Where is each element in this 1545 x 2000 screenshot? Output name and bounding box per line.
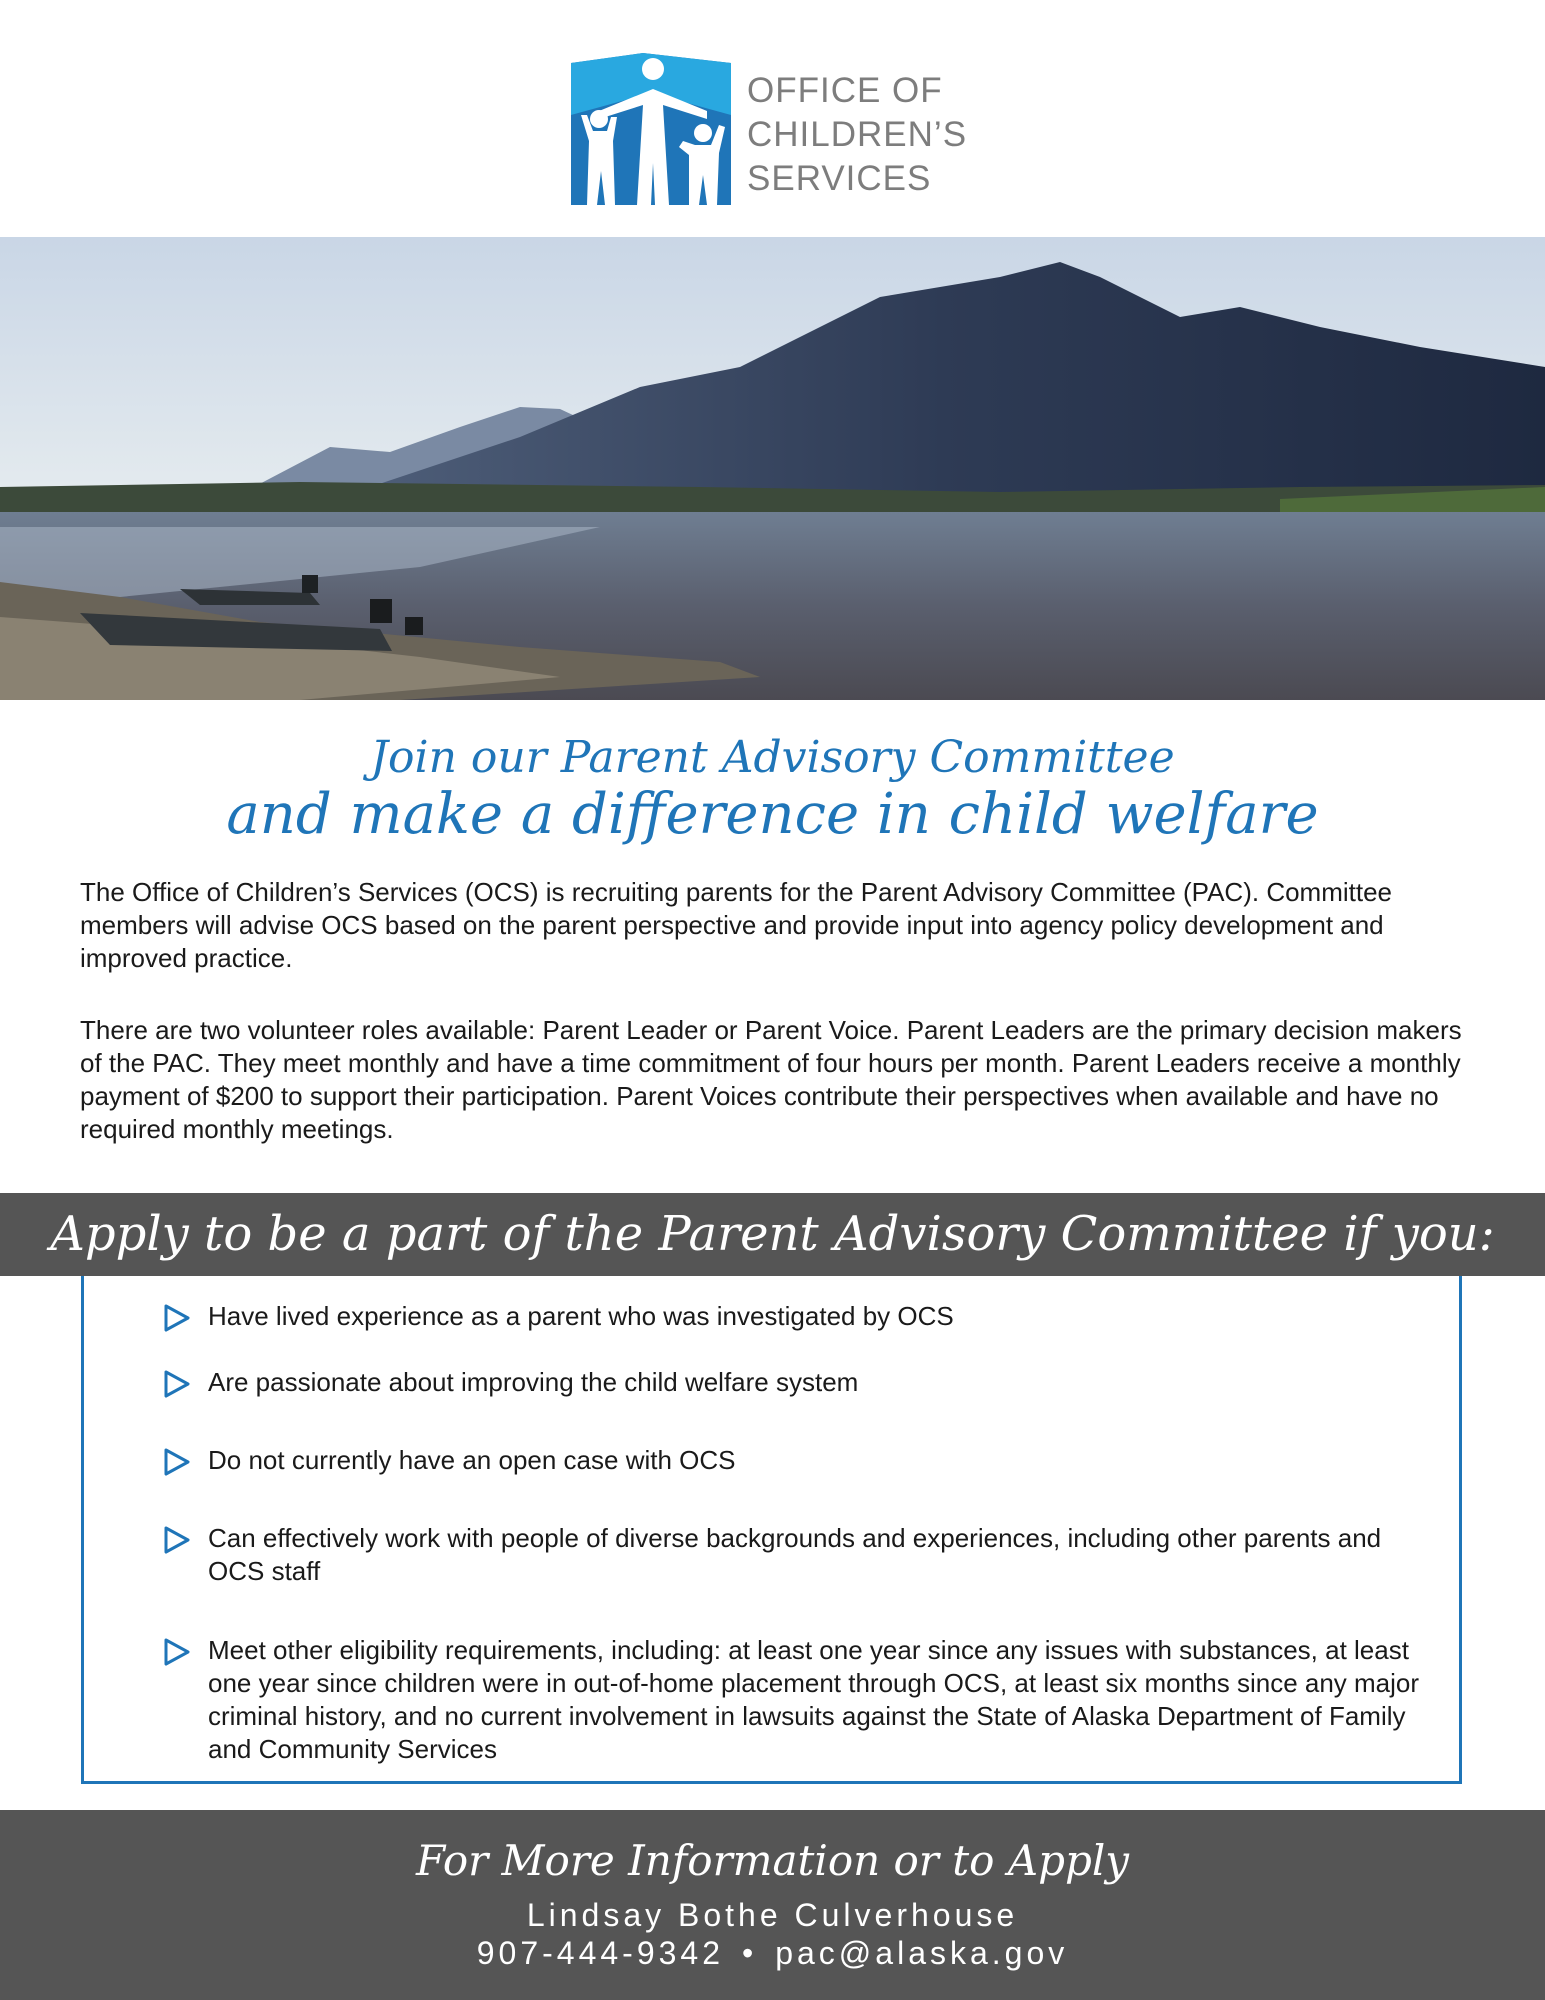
triangle-bullet-icon xyxy=(163,1369,191,1399)
criteria-text: Are passionate about improving the child welfare system xyxy=(208,1367,859,1397)
triangle-bullet-icon xyxy=(163,1525,191,1555)
contact-line xyxy=(0,1935,1545,1972)
landscape-illustration xyxy=(0,237,1545,700)
logo-line-2: CHILDREN’S xyxy=(747,115,968,154)
footer-title: For More Information or to Apply xyxy=(415,1836,1130,1885)
ocs-wordmark xyxy=(747,69,967,201)
criteria-text: Can effectively work with people of diverse backgrounds and experiences, including other parents and OCS staff xyxy=(208,1523,1382,1586)
contact-phone[interactable]: 907-444-9342 xyxy=(476,1935,724,1971)
intro-paragraph: The Office of Children’s Services (OCS) is recruiting parents for the Parent Advisory Committee (PAC). Committee members will advise OCS based on the parent perspective and provide input into agency policy development and improved practice. xyxy=(80,877,1393,973)
roles-paragraph: There are two volunteer roles available: Parent Leader or Parent Voice. Parent Leaders are the primary decision makers of the PAC. They meet monthly and have a time commitment of four hours per month. Parent Leaders receive a monthly payment of $200 to support their participation. Parent Voices contribute their perspectives when available and have no required monthly meetings. xyxy=(80,1015,1462,1144)
triangle-bullet-icon xyxy=(163,1303,191,1333)
ocs-logo xyxy=(571,53,991,205)
criteria-text: Do not currently have an open case with OCS xyxy=(208,1445,736,1475)
apply-title: Apply to be a part of the Parent Advisory Committee if you: xyxy=(50,1206,1495,1262)
criteria-text: Have lived experience as a parent who was investigated by OCS xyxy=(208,1301,954,1331)
logo-line-1: OFFICE OF xyxy=(747,71,943,110)
headline-line-2: and make a difference in child welfare xyxy=(226,782,1319,847)
contact-email[interactable]: pac@alaska.gov xyxy=(775,1935,1069,1971)
headline-line-1: Join our Parent Advisory Committee xyxy=(370,732,1175,783)
triangle-bullet-icon xyxy=(163,1637,191,1667)
criteria-text: Meet other eligibility requirements, including: at least one year since any issues with substances, at least one year since children were in out-of-home placement through OCS, at least six months since any major criminal history, and no current involvement in lawsuits against the State of Alaska Department of Family and Community Services xyxy=(208,1635,1420,1764)
contact-separator: • xyxy=(742,1935,758,1971)
family-house-logo-icon xyxy=(571,53,731,205)
logo-line-3: SERVICES xyxy=(747,159,932,198)
contact-name: Lindsay Bothe Culverhouse xyxy=(526,1897,1019,1933)
triangle-bullet-icon xyxy=(163,1447,191,1477)
river-mountain-photo xyxy=(0,237,1545,700)
